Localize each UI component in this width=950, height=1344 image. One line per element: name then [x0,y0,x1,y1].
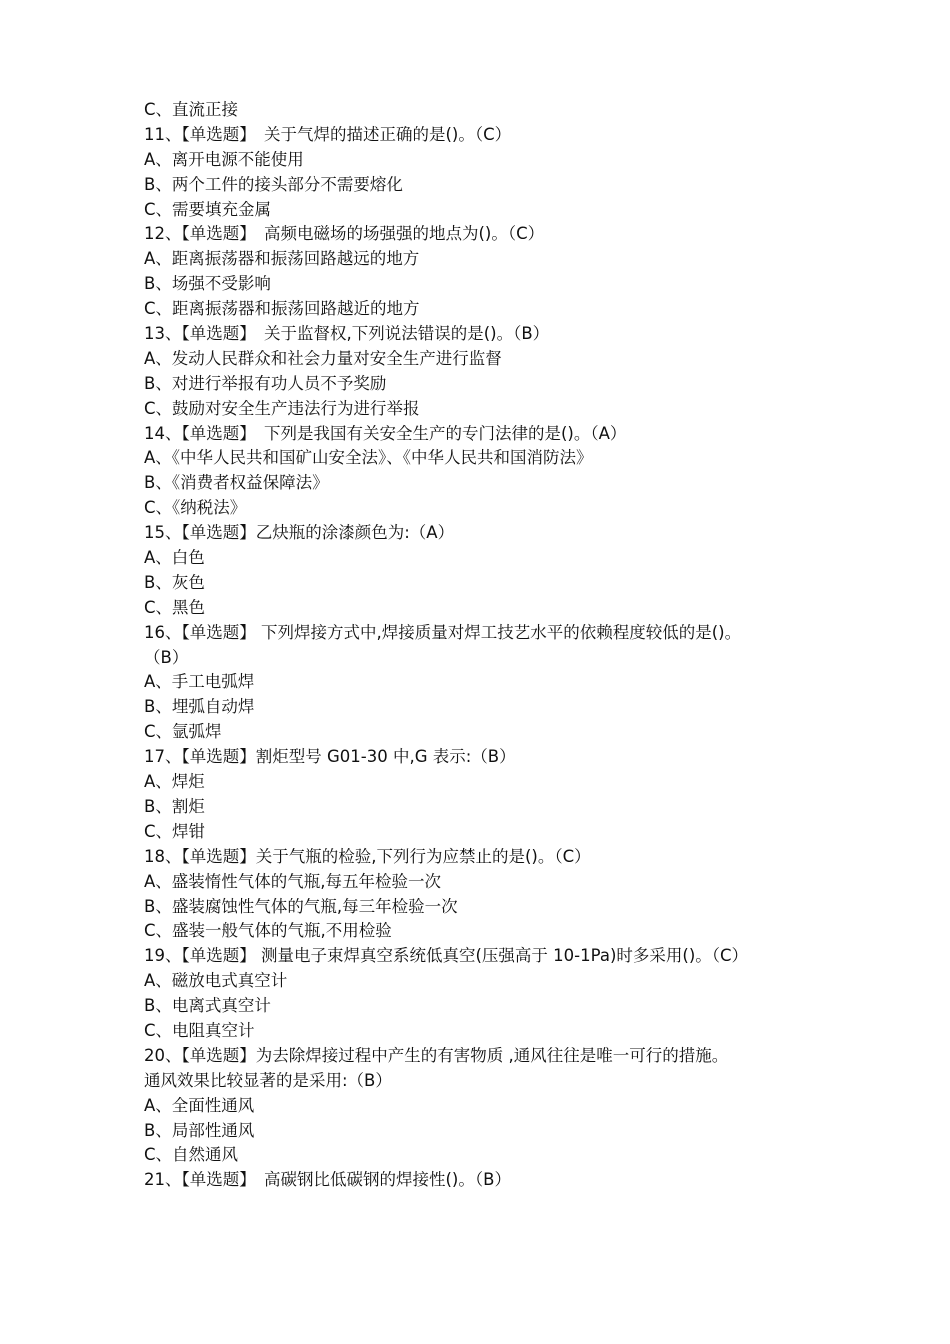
option-line: B、场强不受影响 [144,274,271,294]
question-line: 15、【单选题】乙炔瓶的涂漆颜色为:（A） [144,523,455,543]
option-line: B、对进行举报有功人员不予奖励 [144,373,387,393]
option-line: C、盛装一般气体的气瓶,不用检验 [144,921,392,941]
question-continuation-line: 通风效果比较显著的是采用:（B） [144,1070,392,1090]
question-line: 11、【单选题】 关于气焊的描述正确的是()。（C） [144,124,512,144]
option-line: A、手工电弧焊 [144,672,255,692]
option-line: B、埋弧自动焊 [144,697,255,717]
question-line: 17、【单选题】割炬型号 G01-30 中,G 表示:（B） [144,747,516,767]
option-line: B、局部性通风 [144,1120,255,1140]
option-line: A、离开电源不能使用 [144,149,304,169]
option-line: C、电阻真空计 [144,1020,255,1040]
option-line: C、自然通风 [144,1145,239,1165]
option-line: C、焊钳 [144,821,206,841]
option-line: A、全面性通风 [144,1095,255,1115]
question-line: 16、【单选题】 下列焊接方式中,焊接质量对焊工技艺水平的依赖程度较低的是()。 [144,622,742,642]
option-line: C、距离振荡器和振荡回路越近的地方 [144,299,420,319]
option-line: C、《纳税法》 [144,498,247,518]
option-line: B、《消费者权益保障法》 [144,473,329,493]
option-line: A、发动人民群众和社会力量对安全生产进行监督 [144,348,502,368]
option-line: A、距离振荡器和振荡回路越远的地方 [144,249,420,269]
option-line: A、磁放电式真空计 [144,971,288,991]
question-line: 12、【单选题】 高频电磁场的场强强的地点为()。（C） [144,224,545,244]
option-line: A、白色 [144,548,205,568]
option-line: C、直流正接 [144,100,239,119]
question-line: 13、【单选题】 关于监督权,下列说法错误的是()。（B） [144,324,550,344]
question-line: 14、【单选题】 下列是我国有关安全生产的专门法律的是()。（A） [144,423,627,443]
option-line: C、氩弧焊 [144,722,222,742]
option-line: B、盛装腐蚀性气体的气瓶,每三年检验一次 [144,896,458,916]
option-line: B、电离式真空计 [144,996,271,1016]
option-line: B、两个工件的接头部分不需要熔化 [144,174,403,194]
question-line: 19、【单选题】 测量电子束焊真空系统低真空(压强高于 10-1Pa)时多采用()。（C） [144,946,749,966]
option-line: C、需要填充金属 [144,199,272,219]
option-line: B、灰色 [144,572,205,592]
option-line: A、盛装惰性气体的气瓶,每五年检验一次 [144,871,442,891]
answer-continuation-line: （B） [144,647,189,667]
question-line: 18、【单选题】关于气瓶的检验,下列行为应禁止的是()。（C） [144,846,591,866]
option-line: A、《中华人民共和国矿山安全法》、《中华人民共和国消防法》 [144,448,593,468]
question-line: 20、【单选题】为去除焊接过程中产生的有害物质 ,通风往往是唯一可行的措施。 [144,1045,729,1065]
question-line: 21、【单选题】 高碳钢比低碳钢的焊接性()。（B） [144,1170,511,1190]
option-line: C、黑色 [144,597,206,617]
option-line: B、割炬 [144,796,205,816]
question-list [144,98,824,1193]
option-line: A、焊炬 [144,772,205,792]
option-line: C、鼓励对安全生产违法行为进行举报 [144,398,420,418]
